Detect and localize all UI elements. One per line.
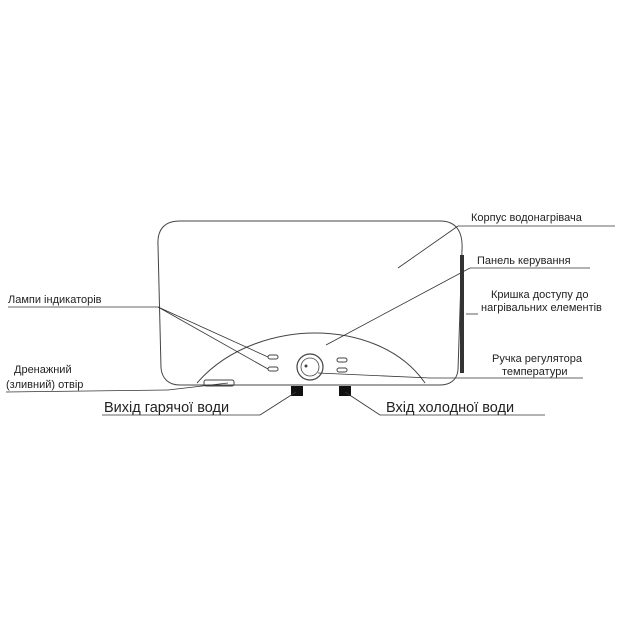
label-hot-outlet: Вихід гарячої води — [104, 400, 230, 416]
label-access-cover-line1: Кришка доступу до — [491, 289, 589, 301]
indicator-lamp-2 — [268, 367, 278, 371]
label-control-panel: Панель керування — [477, 255, 571, 267]
label-indicator-lamps: Лампи індикаторів — [8, 294, 102, 306]
panel-indicators — [337, 358, 347, 372]
label-temperature-knob-line2: температури — [502, 366, 568, 378]
label-access-cover-line2: нагрівальних елементів — [481, 302, 602, 314]
label-heater-body: Корпус водонагрівача — [471, 212, 582, 224]
label-drain-line2: (зливний) отвір — [6, 379, 84, 391]
label-cold-inlet: Вхід холодної води — [386, 400, 515, 416]
indicator-lamps — [268, 355, 278, 371]
label-temperature-knob-line1: Ручка регулятора — [492, 353, 582, 365]
temperature-knob — [297, 354, 323, 380]
label-drain-line1: Дренажний — [14, 364, 72, 376]
indicator-lamp-1 — [268, 355, 278, 359]
